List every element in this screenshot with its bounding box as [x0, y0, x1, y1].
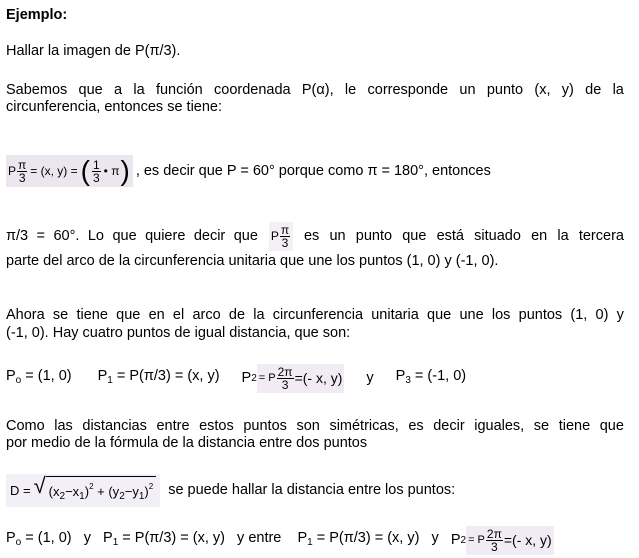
connector-y: y	[366, 370, 374, 386]
word: (1,	[570, 307, 588, 323]
word: y	[616, 307, 624, 323]
example-title: Ejemplo:	[6, 7, 68, 23]
word: que	[112, 228, 137, 244]
distance-explanation: se puede hallar la distancia entre los puntos:	[168, 482, 456, 498]
radicand: $(x_2-x_1)^2 + (y_2-y_1)^2$	[46, 476, 157, 505]
distance-formula	[6, 474, 160, 507]
word: la	[612, 82, 624, 98]
root-symbol: √	[33, 473, 46, 498]
paragraph-2-line-b: parte del arco de la circunferencia unitaria que une los puntos (1, 0) y (-1, 0).	[6, 253, 499, 269]
point-p0: $P_o = (1$, 0) y	[6, 530, 104, 548]
word: que	[599, 418, 624, 434]
paragraph-3-line-a	[6, 307, 624, 324]
distance-formula-line	[6, 474, 455, 507]
formula-1-explanation: , es decir que P = 60° porque como π = 180°, entonces	[135, 162, 491, 179]
word: decir	[433, 418, 465, 434]
fraction-denominator: 3	[281, 236, 289, 250]
times-pi: • π	[103, 163, 120, 178]
word: le	[344, 82, 357, 98]
paragraph-4-line-a	[6, 418, 624, 435]
word: =	[36, 228, 46, 244]
point-p2: P 2 = P $\frac{2\pi}{3}$ =(- x, y)	[450, 527, 552, 554]
fraction-one-third	[92, 159, 101, 184]
word: la	[133, 82, 145, 98]
word: en	[148, 307, 165, 323]
point-p2: P 2 = P $\frac{2\pi}{3}$ =(- x, y)	[241, 365, 343, 392]
formula-p-pi-over-3	[6, 155, 133, 187]
word: Sabemos	[6, 82, 68, 98]
word: decir	[193, 228, 226, 244]
word: que	[402, 228, 427, 244]
equals-xy: = (x, y) =	[30, 163, 78, 178]
word: tiene	[76, 307, 108, 323]
last-points-line	[6, 526, 554, 555]
word: el	[172, 307, 185, 323]
word: es	[408, 418, 424, 434]
word: tercera	[578, 228, 624, 244]
word: iguales,	[474, 418, 525, 434]
word: arco	[192, 307, 221, 323]
word: P(α),	[301, 82, 334, 98]
fraction-pi-over-3	[280, 224, 290, 249]
paragraph-1-line-b: circunferencia, entonces se tiene:	[6, 99, 223, 115]
word: 0)	[595, 307, 609, 323]
word: se	[533, 418, 550, 434]
word: a	[114, 82, 123, 98]
word: coordenada	[214, 82, 291, 98]
word: que	[427, 307, 452, 323]
word: estos	[199, 418, 234, 434]
word: Ahora	[6, 307, 45, 323]
word: que	[233, 228, 258, 244]
word: puntos	[518, 307, 563, 323]
word: puntos	[243, 418, 287, 434]
fraction-numerator: π	[18, 157, 27, 172]
point-p1: $P_1 = P(\pi/3) = (x$, y)	[97, 368, 220, 386]
word: y)	[561, 82, 574, 98]
paragraph-2-right	[304, 228, 624, 245]
fraction-denominator: 3	[92, 170, 100, 185]
word: de	[228, 307, 246, 323]
paragraph-2-line-a	[6, 222, 624, 251]
word: circunferencia	[272, 307, 364, 323]
square-root	[31, 473, 157, 505]
big-open-paren: (	[80, 155, 90, 186]
word: en	[531, 228, 548, 244]
point-p1: $P_1 = P(\pi/3) = (x$, y) y entre	[103, 530, 298, 548]
fraction-pi-over-3	[17, 159, 27, 184]
fraction-2pi-over-3: $\frac{2\pi}{3}$	[486, 527, 502, 554]
word: (x,	[534, 82, 551, 98]
fraction-denominator: 3	[18, 170, 26, 185]
p2-fraction-box: = P $\frac{2\pi}{3}$ =(- x, y)	[468, 527, 552, 554]
word: Lo	[87, 228, 104, 244]
word: la	[557, 228, 569, 244]
word: entre	[156, 418, 190, 434]
point-p1-second: $P_1 = P(\pi/3) = (x$, y) y	[297, 530, 451, 548]
fraction-numerator: π	[280, 223, 290, 237]
word: situado	[474, 228, 521, 244]
formula-p: P	[8, 163, 17, 178]
big-close-paren: )	[120, 155, 130, 186]
paragraph-3-line-b: (-1, 0). Hay cuatro puntos de igual distancia, que son:	[6, 325, 351, 341]
word: corresponde	[367, 82, 449, 98]
paragraph-1-line-a	[6, 82, 624, 99]
word: unitaria	[371, 307, 419, 323]
distance-d: D =	[10, 483, 31, 498]
word: quiere	[145, 228, 186, 244]
formula-line-1	[6, 155, 491, 187]
word: π/3	[6, 228, 29, 244]
word: un	[459, 82, 476, 98]
formula-p-pi-over-3-inline	[269, 222, 293, 251]
fraction-2pi-over-3: $\frac{2\pi}{3}$	[277, 365, 293, 392]
word: se	[52, 307, 69, 323]
word: las	[54, 418, 73, 434]
word: es	[303, 228, 320, 244]
word: simétricas,	[329, 418, 399, 434]
paragraph-4-line-b: por medio de la fórmula de la distancia entre dos puntos	[6, 435, 368, 451]
word: un	[329, 228, 346, 244]
word: la	[253, 307, 265, 323]
word: une	[459, 307, 484, 323]
word: tiene	[558, 418, 591, 434]
point-p3: $P_3 = (-1$, 0)	[395, 368, 467, 386]
word: que	[116, 307, 141, 323]
hallar-line: Hallar la imagen de P(π/3).	[6, 43, 181, 59]
word: distancias	[82, 418, 147, 434]
point-p0: $P_o = (1$, 0)	[6, 368, 72, 386]
fraction-numerator: 1	[92, 157, 100, 172]
word: punto	[355, 228, 393, 244]
word: está	[436, 228, 464, 244]
paragraph-2-left	[6, 228, 258, 245]
word: punto	[486, 82, 524, 98]
word: son	[296, 418, 320, 434]
word: de	[585, 82, 602, 98]
p2-fraction-box: = P $\frac{2\pi}{3}$ =(- x, y)	[258, 365, 343, 392]
word: 60°.	[53, 228, 80, 244]
word: función	[155, 82, 203, 98]
formula-p: P	[270, 229, 279, 243]
points-line	[6, 364, 466, 393]
word: que	[78, 82, 103, 98]
word: Como	[6, 418, 45, 434]
word: los	[491, 307, 511, 323]
